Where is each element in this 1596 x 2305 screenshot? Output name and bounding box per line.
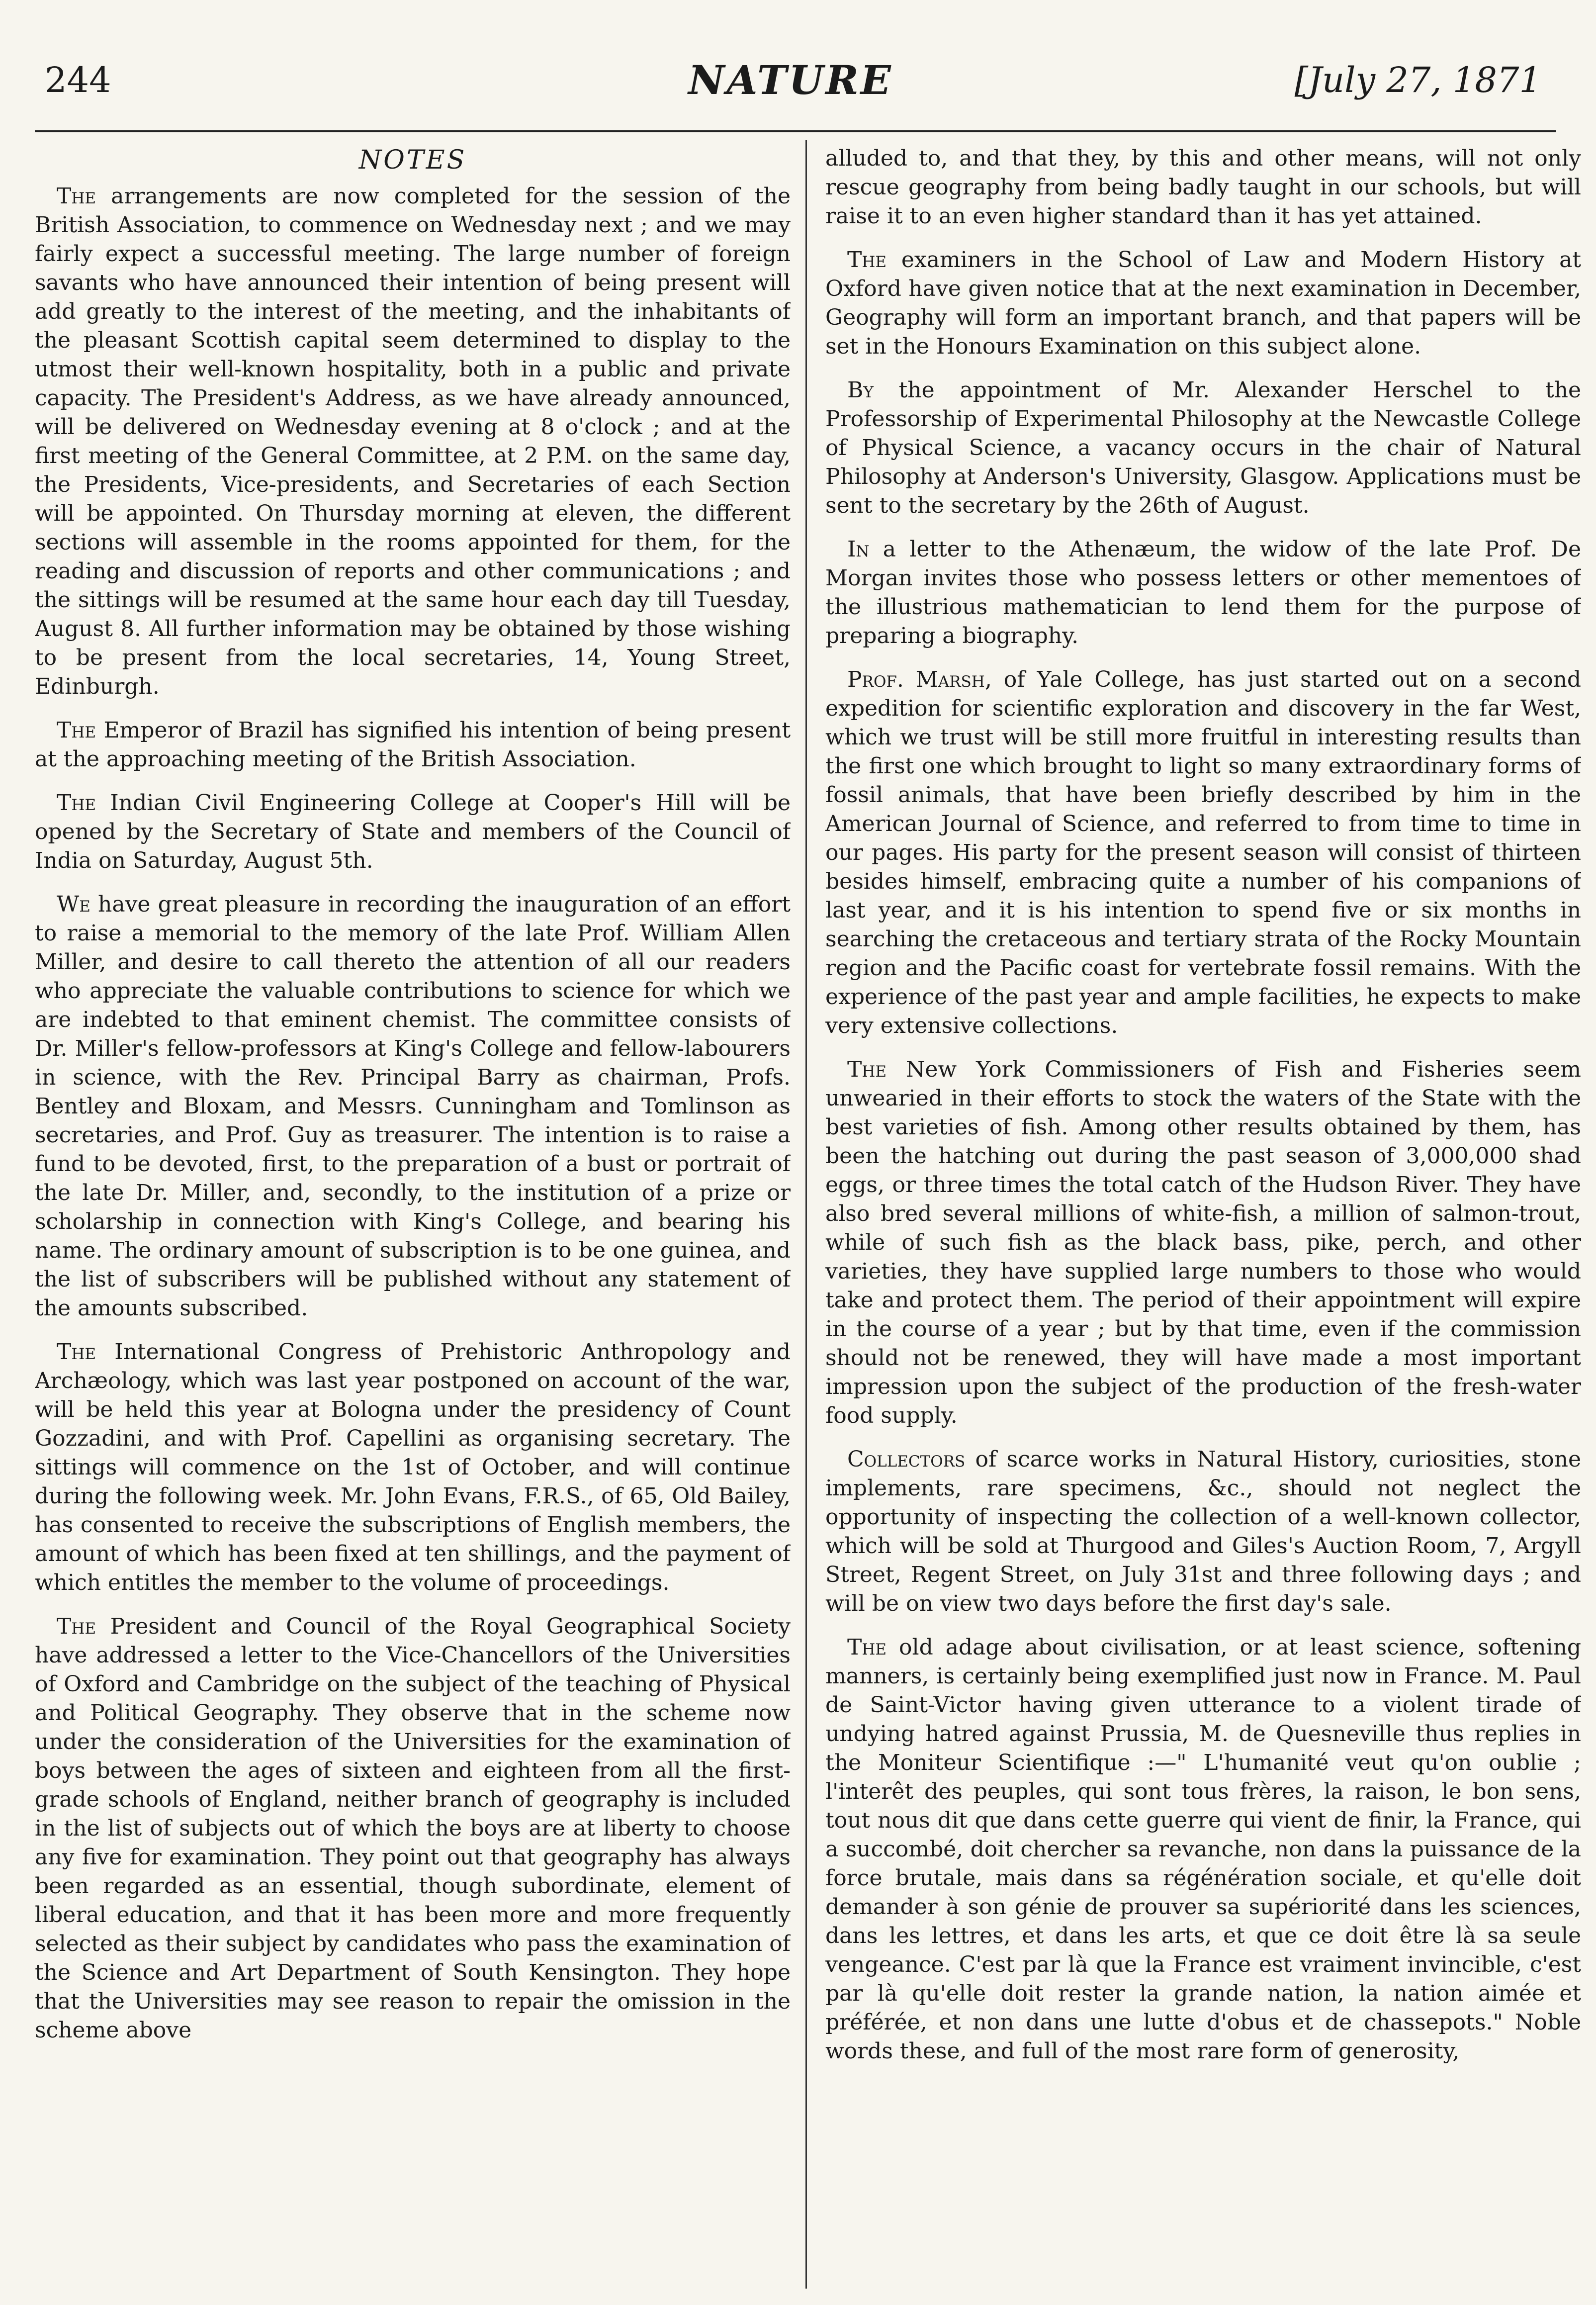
paragraph-lead: The [57, 1614, 96, 1639]
note-paragraph [825, 246, 1581, 361]
note-paragraph [825, 1445, 1581, 1618]
page-number: 244 [45, 60, 111, 100]
paragraph-text: International Congress of Prehistoric Anthropology and Archæology, which was last year postponed on account of the war, will be held this year at Bologna under the presidency of Count Gozzadini, and with Prof. Capellini as organising secretary. The sittings will commence on the 1st of October, and will continue during the following week. Mr. John Evans, F.R.S., of 65, Old Bailey, has consented to receive the subscriptions of English members, the amount of which has been fixed at ten shillings, and the payment of which entitles the member to the volume of proceedings. [35, 1339, 791, 1595]
note-paragraph [825, 1055, 1581, 1430]
page-header [30, 57, 1551, 114]
note-paragraph [825, 144, 1581, 231]
paragraph-lead: By [847, 377, 874, 403]
note-paragraph [35, 1338, 791, 1597]
journal-title: NATURE [688, 57, 893, 103]
note-paragraph [825, 665, 1581, 1040]
section-title: NOTES [358, 145, 467, 175]
paragraph-text: of scarce works in Natural History, curiosities, stone implements, rare specimens, &c., should not neglect the opportunity of inspecting the collection of a well-known collector, which will be sold at Thurgood and Giles's Auction Room, 7, Argyll Street, Regent Street, on July 31st and three following days ; and will be on view two days before the first day's sale. [825, 1447, 1581, 1616]
paragraph-text: a letter to the Athenæum, the widow of the late Prof. De Morgan invites those who possess letters or other mementoes of the illustrious mathematician to lend them for the purpose of preparing a biography. [825, 537, 1581, 648]
paragraph-text: alluded to, and that they, by this and other means, will not only rescue geography from being badly taught in our schools, but will raise it to an even higher standard than it has yet attained. [825, 146, 1581, 229]
paragraph-lead: The [57, 718, 96, 743]
paragraph-text: Emperor of Brazil has signified his intention of being present at the approaching meeting of the British Association. [35, 718, 791, 772]
issue-date: [July 27, 1871 [1294, 60, 1541, 100]
left-column [35, 144, 791, 2293]
paragraph-lead: The [57, 790, 96, 816]
right-paragraphs [825, 144, 1581, 2066]
note-paragraph [35, 1612, 791, 2045]
paragraph-text: President and Council of the Royal Geographical Society have addressed a letter to the Vice-Chancellors of the Universities of Oxford and Cambridge on the subject of the teaching of Physical and Political Geography. They observe that in the scheme now under the consideration of the Universities for the examination of boys between the ages of sixteen and eighteen from all the first-grade schools of England, neither branch of geography is included in the list of subjects out of which the boys are at liberty to choose any five for examination. They point out that geography has always been regarded as an essential, though subordinate, element of liberal education, and that it has been more and more frequently selected as their subject by candidates who pass the examination of the Science and Art Department of South Kensington. They hope that the Universities may see reason to repair the omission in the scheme above [35, 1614, 791, 2043]
note-paragraph [825, 1633, 1581, 2066]
note-paragraph [35, 716, 791, 774]
right-column [825, 144, 1581, 2293]
header-rule [35, 130, 1556, 132]
paragraph-text: have great pleasure in recording the inauguration of an effort to raise a memorial to the memory of the late Prof. William Allen Miller, and desire to call thereto the attention of all our readers who appreciate the valuable contributions to science for which we are indebted to that eminent chemist. The committee consists of Dr. Miller's fellow-professors at King's College and fellow-labourers in science, with the Rev. Principal Barry as chairman, Profs. Bentley and Bloxam, and Messrs. Cunningham and Tomlinson as secretaries, and Prof. Guy as treasurer. The intention is to raise a fund to be devoted, first, to the preparation of a bust or portrait of the late Dr. Miller, and, secondly, to the institution of a prize or scholarship in connection with King's College, and bearing his name. The ordinary amount of subscription is to be one guinea, and the list of subscribers will be published without any statement of the amounts subscribed. [35, 892, 791, 1321]
paragraph-text: of Yale College, has just started out on a second expedition for scientific exploration and discovery in the far West, which we trust will be still more fruitful in interesting results than the first one which brought to light so many extraordinary forms of fossil animals, that have been briefly described by him in the American Journal of Science, and referred to from time to time in our pages. His party for the present season will consist of thirteen besides himself, embracing quite a number of his companions of last year, and it is his intention to spend five or six months in searching the cretaceous and tertiary strata of the Rocky Mountain region and the Pacific coast for vertebrate fossil remains. With the experience of the past year and ample facilities, he expects to make very extensive collections. [825, 667, 1581, 1038]
paragraph-text: arrangements are now completed for the session of the British Association, to commence on Wednesday next ; and we may fairly expect a successful meeting. The large number of foreign savants who have announced their intention of being present will add greatly to the interest of the meeting, and the inhabitants of the pleasant Scottish capital seem determined to display to the utmost their well-known hospitality, both in a public and private capacity. The President's Address, as we have already announced, will be delivered on Wednesday evening at 8 o'clock ; and at the first meeting of the General Committee, at 2 P.M. on the same day, the Presidents, Vice-presidents, and Secretaries of each Section will be appointed. On Thursday morning at eleven, the different sections will assemble in the rooms appointed for them, for the reading and discussion of reports and other communications ; and the sittings will be resumed at the same hour each day till Tuesday, August 8. All further information may be obtained by those wishing to be present from the local secretaries, 14, Young Street, Edinburgh. [35, 184, 791, 699]
note-paragraph [35, 890, 791, 1323]
paragraph-lead: We [57, 892, 90, 917]
note-paragraph [35, 182, 791, 701]
paragraph-text: old adage about civilisation, or at least science, softening manners, is certainly being exemplified just now in France. M. Paul de Saint-Victor having given utterance to a violent tirade of undying hatred against Prussia, M. de Quesneville thus replies in the Moniteur Scientifique :—" L'humanité veut qu'on oublie ; l'interêt des peuples, qui sont tous frères, la raison, le bon sens, tout nous dit que dans cette guerre qui vient de finir, la France, qui a succombé, doit chercher sa revanche, non dans la puissance de la force brutale, mais dans sa régénération sociale, et qu'elle doit demander à son génie de prouver sa supériorité dans les sciences, dans les lettres, et dans les arts, et que ce doit être là sa seule vengeance. C'est par là que la France est vraiment invincible, c'est par là qu'elle doit rester la grande nation, la nation aimée et préférée, et non dans une lutte d'obus et de chassepots." Noble words these, and full of the most rare form of generosity, [825, 1635, 1581, 2064]
paragraph-lead: The [57, 1339, 96, 1365]
paragraph-lead: The [847, 247, 887, 273]
paragraph-lead: Prof. Marsh, [847, 667, 992, 692]
paragraph-text: New York Commissioners of Fish and Fisheries seem unwearied in their efforts to stock the waters of the State with the best varieties of fish. Among other results obtained by them, has been the hatching out during the past season of 3,000,000 shad eggs, or three times the total catch of the Hudson River. They have also bred several millions of white-fish, a million of salmon-trout, while of such fish as the black bass, pike, perch, and other varieties, they have supplied large numbers to those who would take and protect them. The period of their appointment will expire in the course of a year ; but by that time, even if the commission should not be renewed, they will have made a most important impression upon the subject of the production of the fresh-water food supply. [825, 1057, 1581, 1428]
paragraph-lead: The [847, 1635, 887, 1660]
note-paragraph [825, 376, 1581, 520]
paragraph-text: Indian Civil Engineering College at Cooper's Hill will be opened by the Secretary of State and members of the Council of India on Saturday, August 5th. [35, 790, 791, 873]
note-paragraph [35, 789, 791, 875]
paragraph-lead: The [847, 1057, 887, 1082]
paragraph-lead: Collectors [847, 1447, 966, 1472]
note-paragraph [825, 535, 1581, 650]
paragraph-text: the appointment of Mr. Alexander Herschel to the Professorship of Experimental Philosophy at the Newcastle College of Physical Science, a vacancy occurs in the chair of Natural Philosophy at Anderson's University, Glasgow. Applications must be sent to the secretary by the 26th of August. [825, 377, 1581, 518]
paragraph-lead: In [847, 537, 870, 562]
column-divider [805, 140, 807, 2289]
paragraph-lead: The [57, 184, 96, 209]
paragraph-text: examiners in the School of Law and Modern History at Oxford have given notice that at the next examination in December, Geography will form an important branch, and that papers will be set in the Honours Examination on this subject alone. [825, 247, 1581, 359]
left-paragraphs [35, 182, 791, 2045]
